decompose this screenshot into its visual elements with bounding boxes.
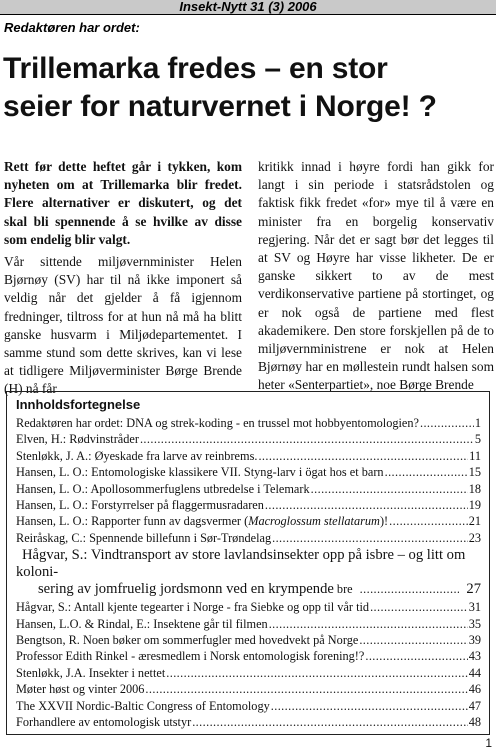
toc-entry[interactable]: Redaktøren har ordet: DNA og strek-koding - en trussel mot hobbyentomologien? ..... 1 <box>16 415 481 431</box>
table-of-contents <box>6 391 490 735</box>
article-body-right: kritikk innad i høyre fordi han gikk for langt i sin periode i statsrådstolen og faktisk fikk fredet «for» mye til å være en minister fra en borgelig konservativ regjering. Når det er sagt bør det legges til at SV og Høyre har visse likheter. De er ganske sikkert to av de mest verdikonservative partiene på stortinget, og er nok også de partiene med flest akademikere. Den store forskjellen på de to miljøvernministrene er nok at Helen Bjørnøy har en møllestein rundt halsen som heter «Senterpartiet», noe Børge Brende <box>258 159 494 393</box>
toc-entry[interactable]: Hansen, L.O. & Rindal, E.: Insektene går til filmen ..... 35 <box>16 616 481 632</box>
article-column-right <box>258 158 494 395</box>
toc-heading: Innholdsfortegnelse <box>16 397 141 412</box>
toc-entry[interactable]: Hansen, L. O.: Apollosommerfuglens utbredelse i Telemark ..... 18 <box>16 481 481 497</box>
toc-entry[interactable]: Hågvar, S.: Antall kjente tegearter i Norge - fra Siebke og opp til vår tid ..... 31 <box>16 599 481 615</box>
toc-entry[interactable]: The XXVII Nordic-Baltic Congress of Entomology ..... 47 <box>16 698 481 714</box>
section-label: Redaktøren har ordet: <box>4 20 140 35</box>
toc-entry[interactable]: Hansen, L. O.: Rapporter funn av dagsvermer (Macroglossum stellatarum)! ..... 21 <box>16 513 481 529</box>
page-number: 1 <box>485 736 492 750</box>
toc-entry[interactable]: Bengtson, R. Noen bøker om sommerfugler med hovedvekt på Norge ..... 39 <box>16 632 481 648</box>
toc-entry[interactable]: Hansen, L. O.: Entomologiske klassikere VII. Styng-larv i ögat hos et barn ..... 15 <box>16 464 481 480</box>
toc-entry[interactable]: Reiråskag, C.: Spennende billefunn i Sør-Trøndelag ..... 23 <box>16 530 481 546</box>
toc-entry[interactable]: Hansen, L. O.: Forstyrrelser på flaggermusradaren ..... 19 <box>16 497 481 513</box>
toc-entry[interactable]: Elven, H.: Rødvinstråder ..... 5 <box>16 431 481 447</box>
title-line-2: seier for naturvernet i Norge! ? <box>3 90 437 123</box>
article-lead: Rett før dette heftet går i tykken, kom nyheten om at Trillemarka blir fredet. Flere alternativer er diskutert, og det skal bli spennende å se hvilke av disse som endelig blir valgt. <box>4 159 242 247</box>
toc-entry[interactable]: Stenløkk, J. A.: Øyeskade fra larve av reinbrems. ..... 11 <box>16 448 481 464</box>
toc-entry-highlighted[interactable]: Hågvar, S.: Vindtransport av store lavlandsinsekter opp på isbre – og litt om koloni- sering av jomfruelig jordsmonn ved en krympende bre ..... 27 <box>16 547 481 598</box>
article-column-left <box>4 158 242 399</box>
toc-entry[interactable]: Møter høst og vinter 2006 ..... 46 <box>16 681 481 697</box>
toc-entry[interactable]: Professor Edith Rinkel - æresmedlem i Norsk entomologisk forening!? ..... 43 <box>16 648 481 664</box>
species-name: Macroglossum stellatarum <box>248 514 380 529</box>
journal-header: Insekt-Nytt 31 (3) 2006 <box>179 0 317 14</box>
toc-entry[interactable]: Forhandlere av entomologisk utstyr ..... 48 <box>16 714 481 730</box>
article-body-left: Vår sittende miljøvernminister Helen Bjørnøy (SV) har til nå ikke imponert så veldig når det gjelder å få igjennom fredninger, tiltross for at hun nå må ha blitt ganske husvarm i Miljødepartementet. I samme stund som dette skrives, kan vi lese at tidligere Miljøverminister Børge Brende (H) nå får <box>4 254 242 397</box>
article-title <box>3 50 493 126</box>
title-line-1: Trillemarka fredes – en stor <box>3 52 388 85</box>
toc-entry[interactable]: Stenløkk, J.A. Insekter i nettet ..... 44 <box>16 665 481 681</box>
